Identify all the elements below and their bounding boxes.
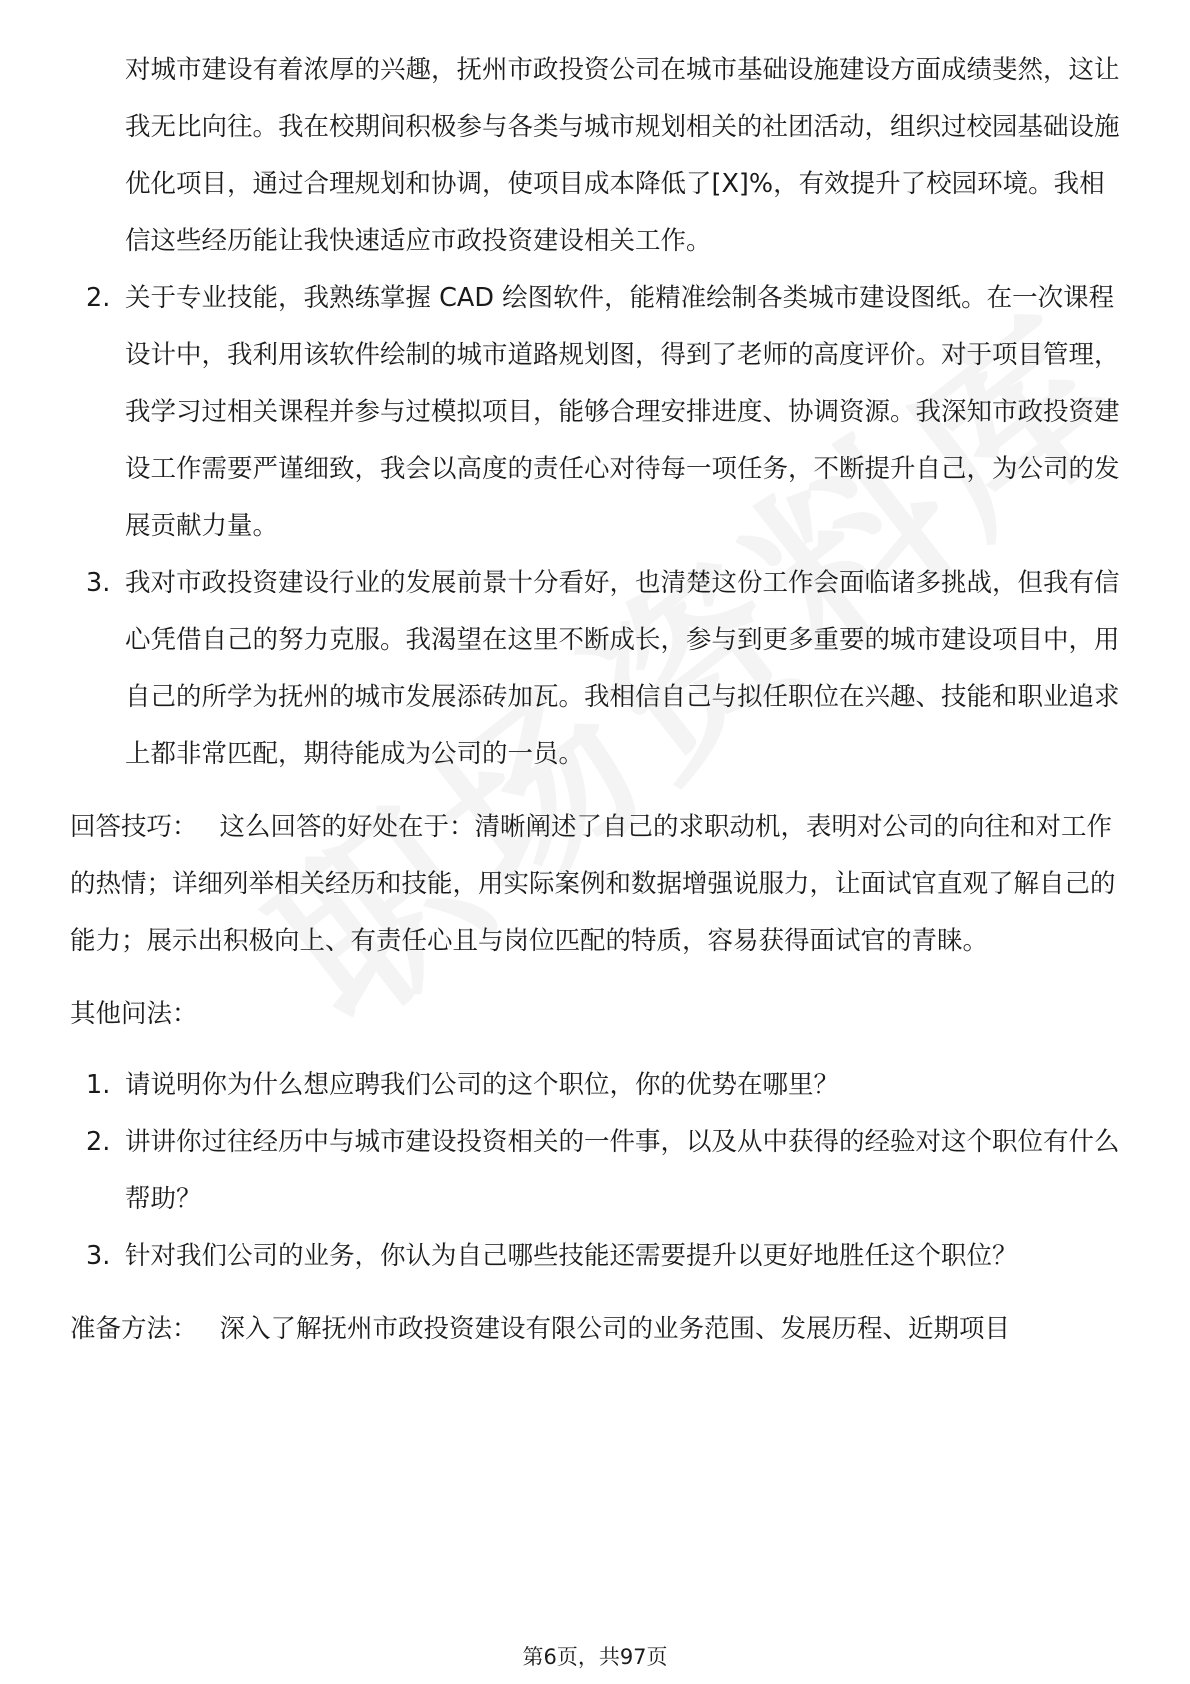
- list-item-text: 针对我们公司的业务，你认为自己哪些技能还需要提升以更好地胜任这个职位？: [125, 1241, 1018, 1271]
- answer-item-3: [70, 555, 1120, 783]
- list-number: 3.: [86, 568, 111, 598]
- answer-item-2: [70, 270, 1120, 555]
- tips-paragraph: [70, 799, 1120, 970]
- page-content: [70, 42, 1120, 1358]
- list-number: 2.: [86, 283, 111, 313]
- list-number: 2.: [86, 1127, 111, 1157]
- list-item-text: 讲讲你过往经历中与城市建设投资相关的一件事，以及从中获得的经验对这个职位有什么帮助？: [125, 1127, 1120, 1214]
- list-item-text: 请说明你为什么想应聘我们公司的这个职位，你的优势在哪里？: [125, 1070, 840, 1100]
- preparation-text: 深入了解抚州市政投资建设有限公司的业务范围、发展历程、近期项目: [219, 1314, 1011, 1344]
- other-questions-heading: 其他问法：: [70, 999, 198, 1029]
- list-item-text: 我对市政投资建设行业的发展前景十分看好，也清楚这份工作会面临诸多挑战，但我有信心凭借自己的努力克服。我渴望在这里不断成长，参与到更多重要的城市建设项目中，用自己的所学为抚州的城市发展添砖加瓦。我相信自己与拟任职位在兴趣、技能和职业追求上都非常匹配，期待能成为公司的一员。: [125, 568, 1120, 769]
- other-questions-list: [70, 1057, 1120, 1285]
- list-item-text: 关于专业技能，我熟练掌握 CAD 绘图软件，能精准绘制各类城市建设图纸。在一次课程设计中，我利用该软件绘制的城市道路规划图，得到了老师的高度评价。对于项目管理，我学习过相关课程并参与过模拟项目，能够合理安排进度、协调资源。我深知市政投资建设工作需要严谨细致，我会以高度的责任心对待每一项任务，不断提升自己，为公司的发展贡献力量。: [125, 283, 1120, 541]
- question-item: [70, 1114, 1120, 1228]
- question-item: [70, 1057, 1120, 1114]
- list-number: 1.: [86, 1070, 111, 1100]
- question-item: [70, 1228, 1120, 1285]
- tips-text: 这么回答的好处在于：清晰阐述了自己的求职动机，表明对公司的向往和对工作的热情；详细列举相关经历和技能，用实际案例和数据增强说服力，让面试官直观了解自己的能力；展示出积极向上、有责任心且与岗位匹配的特质，容易获得面试官的青睐。: [70, 812, 1116, 956]
- list-number: 3.: [86, 1241, 111, 1271]
- preparation-label: 准备方法：: [70, 1314, 198, 1344]
- answer-item-1-continuation: 对城市建设有着浓厚的兴趣，抚州市政投资公司在城市基础设施建设方面成绩斐然，这让我无比向往。我在校期间积极参与各类与城市规划相关的社团活动，组织过校园基础设施优化项目，通过合理规划和协调，使项目成本降低了[X]%，有效提升了校园环境。我相信这些经历能让我快速适应市政投资建设相关工作。: [125, 55, 1120, 256]
- answer-list: [70, 270, 1120, 783]
- preparation-paragraph: [70, 1301, 1120, 1358]
- tips-label: 回答技巧：: [70, 812, 198, 842]
- page-number-footer: 第6页，共97页: [522, 1645, 668, 1669]
